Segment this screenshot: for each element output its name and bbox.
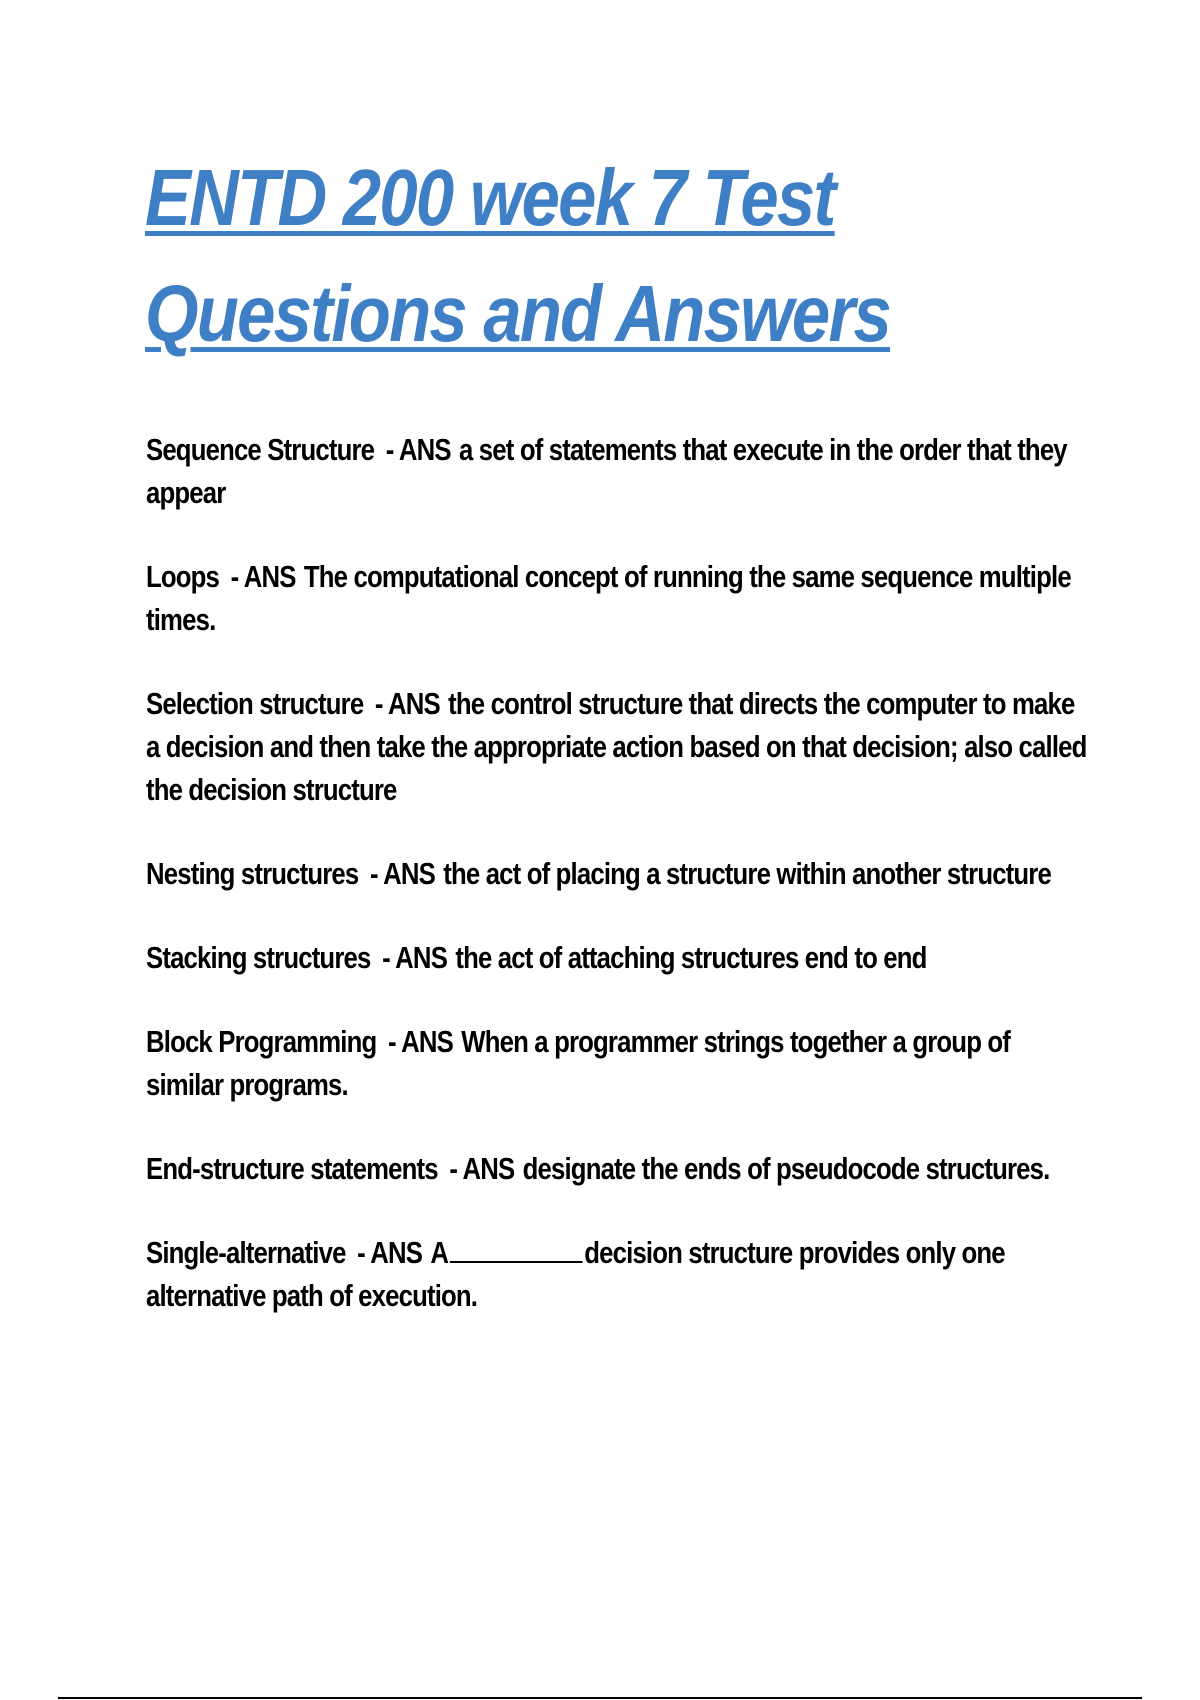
qa-separator: - ANS — [374, 686, 440, 721]
fill-in-blank — [450, 1235, 583, 1263]
qa-entry — [146, 1231, 1092, 1317]
qa-separator: - ANS — [387, 1024, 453, 1059]
title-line-1: ENTD 200 week 7 Test — [145, 153, 835, 242]
qa-entry — [146, 1147, 1092, 1190]
qa-answer: designate the ends of pseudocode structures. — [522, 1151, 1050, 1186]
qa-entry — [146, 1020, 1092, 1106]
qa-answer-end: decision structure provides only one alternative path of execution. — [146, 1235, 1005, 1313]
qa-answer: the control structure that directs the computer to make a decision and then take the appropriate action based on that decision; also called the decision structure — [146, 686, 1087, 807]
qa-answer: the act of attaching structures end to end — [455, 940, 927, 975]
qa-term: Stacking structures — [146, 940, 371, 975]
qa-term: Selection structure — [146, 686, 364, 721]
title-line-2: Questions and Answers — [145, 269, 891, 358]
qa-answer: When a programmer strings together a group of similar programs. — [146, 1024, 1011, 1102]
qa-entry — [146, 936, 1092, 979]
qa-term: Loops — [146, 559, 220, 594]
qa-term: Nesting structures — [146, 856, 359, 891]
document-title — [145, 140, 919, 372]
qa-entry — [146, 555, 1092, 641]
qa-separator: - ANS — [357, 1235, 423, 1270]
qa-answer-start: A — [430, 1235, 449, 1270]
qa-entry — [146, 428, 1092, 514]
qa-term: Single-alternative — [146, 1235, 346, 1270]
qa-entry — [146, 682, 1092, 811]
qa-separator: - ANS — [230, 559, 296, 594]
qa-separator: - ANS — [385, 432, 451, 467]
qa-list — [146, 428, 1156, 1358]
qa-answer: the act of placing a structure within another structure — [443, 856, 1051, 891]
qa-separator: - ANS — [370, 856, 435, 891]
qa-separator: - ANS — [382, 940, 448, 975]
footer-divider — [58, 1697, 1142, 1699]
qa-entry — [146, 852, 1092, 895]
qa-separator: - ANS — [449, 1151, 515, 1186]
qa-term: Block Programming — [146, 1024, 377, 1059]
qa-term: End-structure statements — [146, 1151, 438, 1186]
qa-term: Sequence Structure — [146, 432, 375, 467]
qa-answer: a set of statements that execute in the order that they appear — [146, 432, 1067, 510]
qa-answer: The computational concept of running the same sequence multiple times. — [146, 559, 1071, 637]
